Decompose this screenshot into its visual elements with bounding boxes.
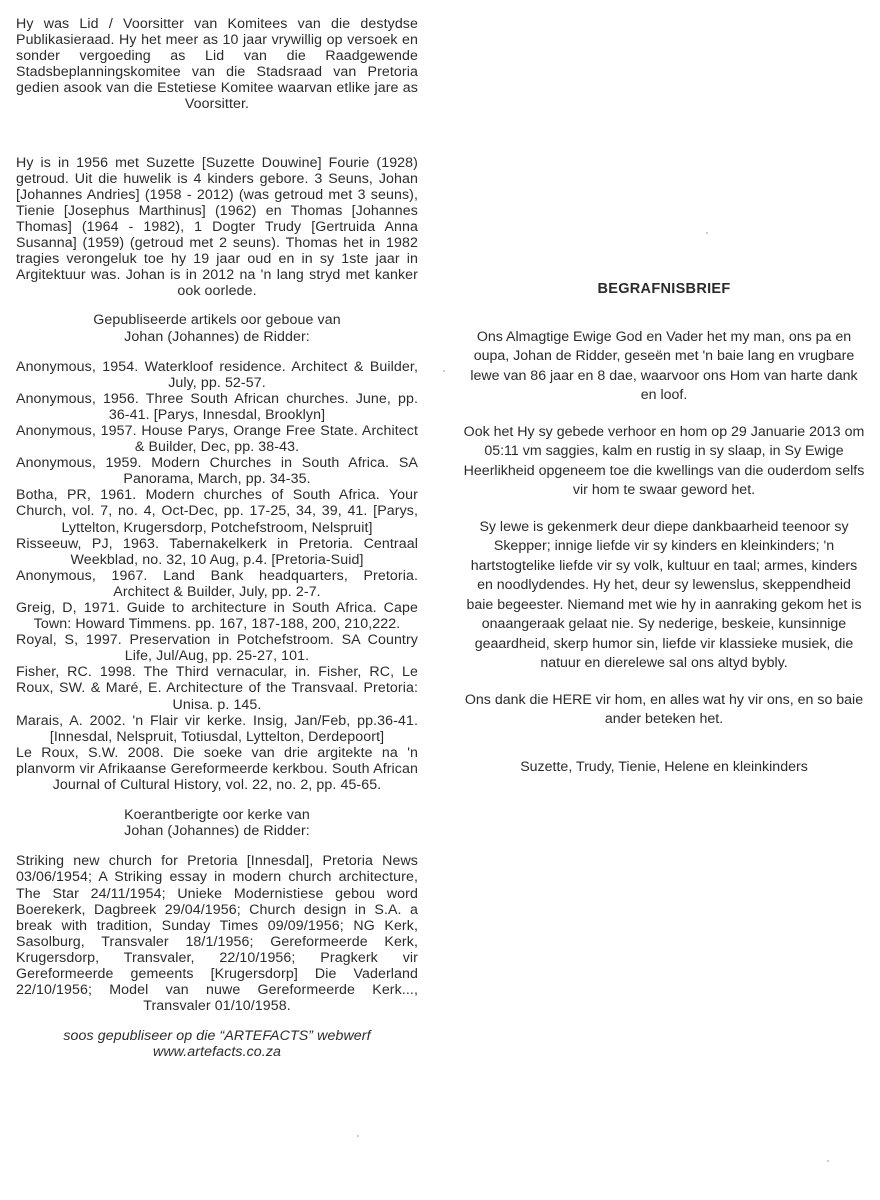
list-item: Marais, A. 2002. 'n Flair vir kerke. Insig, Jan/Feb, pp.36-41. [Innesdal, Nelspruit, Totiusdal, Lyttelton, Derdepoort] [16, 712, 418, 745]
articles-list [16, 359, 418, 794]
page-title: BEGRAFNISBRIEF [597, 281, 731, 297]
list-item: Le Roux, S.W. 2008. Die soeke van drie argitekte na 'n planvorm vir Afrikaanse Gereformeerde kerkbou. South African Journal of Cultural History, vol. 22, no. 2, pp. 45-65. [16, 744, 418, 794]
list-item: Royal, S, 1997. Preservation in Potchefstroom. SA Country Life, Jul/Aug, pp. 25-27, 101. [16, 632, 418, 665]
scan-speck [357, 1135, 359, 1137]
committees-paragraph: Hy was Lid / Voorsitter van Komitees van die destydse Publikasieraad. Hy het meer as 10 jaar vrywillig op versoek en sonder vergoeding as Lid van die Raadgewende Stadsbeplanningskomitee van die Stadsraad van Pretoria gedien asook van die Estetiese Komitee waarvan etlike jare as Voorsitter. [16, 16, 418, 113]
list-item: Anonymous, 1954. Waterkloof residence. Architect & Builder, July, pp. 52-57. [16, 358, 418, 391]
left-column [16, 16, 418, 1060]
funeral-paragraph-1: Ons Almagtige Ewige God en Vader het my man, ons pa en oupa, Johan de Ridder, geseën met 'n baie lang en vrugbare lewe van 86 jaar en 8 dae, waarvoor ons Hom van harte dank en loof. [470, 328, 858, 403]
news-heading-name: Johan (Johannes) de Ridder: [124, 823, 310, 840]
articles-heading-name: Johan (Johannes) de Ridder: [124, 328, 310, 345]
articles-heading: Gepubliseerde artikels oor geboue van [93, 312, 341, 329]
list-item: Anonymous, 1956. Three South African churches. June, pp. 36-41. [Parys, Innesdal, Brooklyn] [16, 390, 418, 423]
news-paragraph: Striking new church for Pretoria [Innesdal], Pretoria News 03/06/1954; A Striking essay in modern church architecture, The Star 24/11/1954; Unieke Modernistiese gebou word Boerekerk, Dagbreek 29/04/1956; Church design in S.A. a break with tradition, Sunday Times 09/09/1956; NG Kerk, Sasolburg, Transvaler 18/1/1956; Gereformeerde Kerk, Krugersdorp, Transvaler, 22/10/1956; Pragkerk vir Gereformeerde gemeents [Krugersdorp] Die Vaderland 22/10/1956; Model van nuwe Gereformeerde Kerk..., Transvaler 01/10/1958. [16, 853, 418, 1015]
list-item: Botha, PR, 1961. Modern churches of South Africa. Your Church, vol. 7, no. 4, Oct-Dec, pp. 17-25, 34, 39, 41. [Parys, Lyttelton, Krugersdorp, Potchefstroom, Nelspruit] [16, 487, 418, 536]
list-item: Anonymous, 1957. House Parys, Orange Free State. Architect & Builder, Dec, pp. 38-43. [16, 422, 418, 456]
list-item: Anonymous, 1967. Land Bank headquarters, Pretoria. Architect & Builder, July, pp. 2-7. [16, 567, 418, 600]
source-url: www.artefacts.co.za [152, 1044, 282, 1061]
list-item: Greig, D, 1971. Guide to architecture in South Africa. Cape Town: Howard Timmens. pp. 167, 187-188, 200, 210,222. [16, 600, 418, 633]
funeral-paragraph-3: Sy lewe is gekenmerk deur diepe dankbaarheid teenoor sy Skepper; innige liefde vir sy kinders en kleinkinders; 'n hartstogtelike liefde vir sy volk, kultuur en taal; armes, kinders en noodlydendes. Hy het, deur sy lewenslus, skeppendheid baie begeester. Niemand met wie hy in aanraking gekom het is onaangeraak gelaat nie. Sy nederige, beskeie, kunsinnige geaardheid, skerp humor sin, liefde vir klassieke musiek, die natuur en dierelewe sal ons altyd bybly. [466, 518, 862, 671]
scan-speck [443, 370, 445, 372]
family-paragraph: Hy is in 1956 met Suzette [Suzette Douwine] Fourie (1928) getroud. Uit die huwelik is 4 kinders gebore. 3 Seuns, Johan [Johannes Andries] (1958 - 2012) (was getroud met 3 seuns), Tienie [Josephus Marthinus] (1962) en Thomas [Johannes Thomas] (1964 - 1982), 1 Dogter Trudy [Gertruida Anna Susanna] (1959) (getroud met 2 seuns). Thomas het in 1982 tragies verongeluk toe hy 19 jaar oud en in sy 1ste jaar in Argitektuur was. Johan is in 2012 na 'n lang stryd met kanker ook oorlede. [16, 154, 418, 300]
scan-speck [706, 232, 708, 234]
list-item: Fisher, RC. 1998. The Third vernacular, in. Fisher, RC, Le Roux, SW. & Maré, E. Architecture of the Transvaal. Pretoria: Unisa. p. 145. [16, 664, 418, 713]
source-note: soos gepubliseer op die “ARTEFACTS” webwerf [63, 1028, 371, 1045]
scan-speck [827, 1160, 829, 1162]
funeral-paragraph-4: Ons dank die HERE vir hom, en alles wat hy vir ons, en so baie ander beteken het. [464, 691, 864, 727]
list-item: Anonymous, 1959. Modern Churches in South Africa. SA Panorama, March, pp. 34-35. [16, 455, 418, 488]
news-heading: Koerantberigte oor kerke van [124, 807, 310, 824]
funeral-paragraph-2: Ook het Hy sy gebede verhoor en hom op 29 Januarie 2013 om 05:11 vm saggies, kalm en rustig in sy slaap, in Sy Ewige Heerlikheid opgeneem toe die kwellings van die ouderdom selfs vir hom te swaar geword het. [463, 423, 865, 498]
signature-line: Suzette, Trudy, Tienie, Helene en kleinkinders [520, 758, 808, 775]
right-column [462, 280, 866, 777]
list-item: Risseeuw, PJ, 1963. Tabernakelkerk in Pretoria. Centraal Weekblad, no. 32, 10 Aug, p.4. [Pretoria-Suid] [16, 535, 418, 568]
